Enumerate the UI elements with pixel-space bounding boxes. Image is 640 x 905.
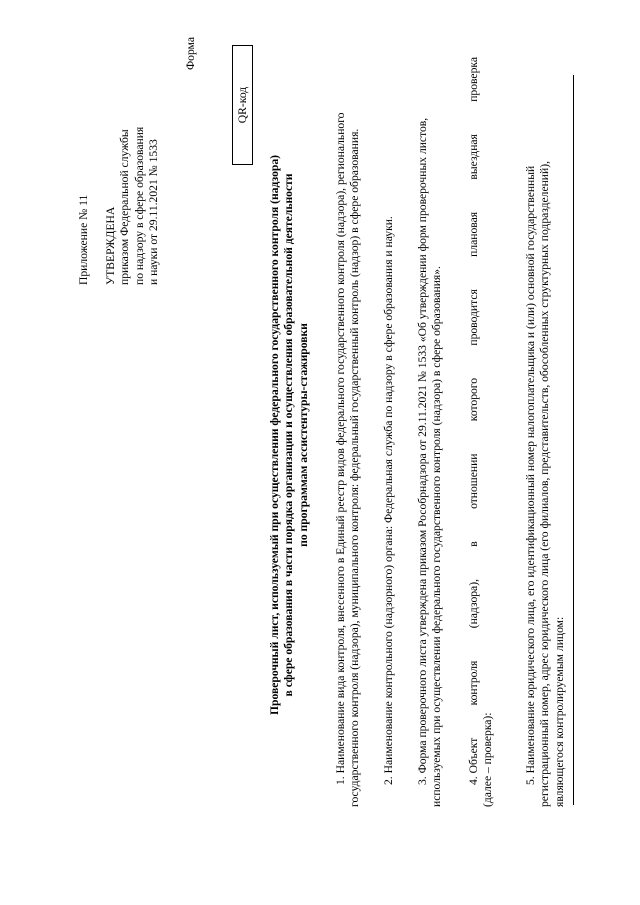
item-3-line-2: используемых при осуществлении федерального государственного контроля (надзора) в сфере образования». — [430, 266, 444, 807]
item-1 — [334, 55, 363, 807]
approval-block — [104, 35, 162, 285]
item-5-line-1: 5. Наименование юридического лица, его идентификационный номер налогоплательщика и (или) основной государственный — [524, 165, 537, 785]
item-5 — [524, 55, 567, 807]
item-4-word: проверка — [467, 57, 480, 102]
item-4-word: которого — [467, 377, 480, 422]
item-1-line-1: 1. Наименование вида контроля, внесенного в Единый реестр видов федерального государственного контроля (надзора), регионального — [334, 112, 347, 785]
form-label: Форма — [184, 37, 197, 70]
qr-code-box: QR-код — [232, 45, 253, 165]
item-5-line-3: являющегося контролируемым лицом: — [552, 616, 566, 807]
item-4-word: выездная — [467, 134, 480, 180]
item-4-word: плановая — [467, 211, 480, 257]
item-3-line-1: 3. Форма проверочного листа утверждена приказом Рособрнадзора от 29.11.2021 № 1533 «Об утверждении форм проверочных листов, — [416, 117, 429, 785]
title-line-3: по программам ассистентуры-стажировки — [296, 323, 310, 547]
item-4-word: в — [467, 541, 480, 547]
item-4-word: отношении — [467, 453, 480, 509]
item-4-word: проводится — [467, 289, 480, 346]
checklist-title — [268, 35, 311, 835]
item-4-word: (надзора), — [467, 579, 480, 629]
item-4-word: контроля — [467, 660, 480, 706]
order-line-2: по надзору в сфере образования — [132, 126, 146, 285]
appendix-label: Приложение № 11 — [77, 194, 90, 285]
item-2: 2. Наименование контрольного (надзорного) органа: Федеральная служба по надзору в сфере образования и науки. — [382, 216, 395, 785]
item-4 — [467, 57, 496, 807]
fill-in-line[interactable] — [573, 75, 574, 805]
item-4-line-1 — [467, 57, 481, 807]
title-line-1: Проверочный лист, используемый при осуществлении федерального государственного контроля (надзора) — [268, 155, 281, 715]
item-1-line-2: государственного контроля (надзора), муниципального контроля: федеральный государственный контроль (надзор) в сфере образования. — [348, 128, 362, 807]
item-3 — [416, 55, 445, 807]
item-5-line-2: регистрационный номер, адрес юридического лица (его филиалов, представительств, обособленных структурных подразделений), — [538, 161, 552, 807]
title-line-2: в сфере образования в части порядка организации и осуществления образовательной деятельности — [282, 173, 296, 697]
order-line-3: и науки от 29.11.2021 № 1533 — [147, 139, 161, 285]
item-4-word: 4. Объект — [467, 737, 480, 785]
item-4-line-2: (далее – проверка): — [481, 712, 495, 807]
order-line-1: приказом Федеральной службы — [118, 129, 132, 285]
approved-label: УТВЕРЖДЕНА — [104, 206, 117, 285]
